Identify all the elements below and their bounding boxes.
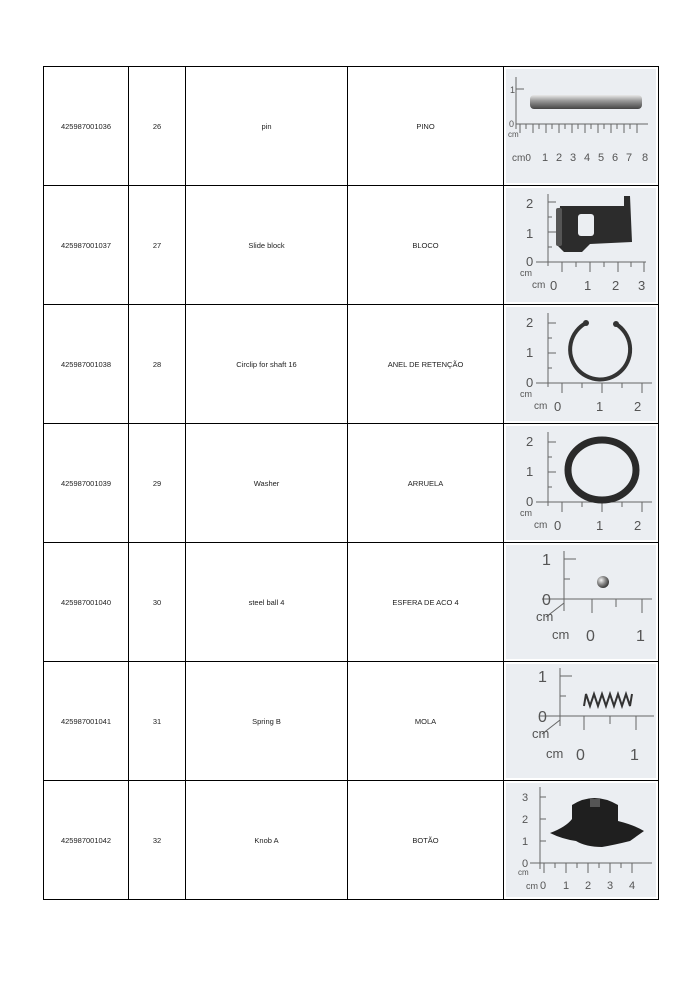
svg-text:cm: cm bbox=[508, 130, 519, 139]
svg-text:0: 0 bbox=[526, 375, 534, 390]
svg-text:1: 1 bbox=[526, 226, 534, 241]
svg-text:3: 3 bbox=[607, 880, 614, 892]
washer-photo-icon bbox=[506, 426, 656, 540]
part-number: 32 bbox=[129, 781, 186, 900]
svg-text:0: 0 bbox=[550, 278, 558, 293]
svg-text:cm: cm bbox=[534, 401, 548, 412]
svg-text:2: 2 bbox=[556, 152, 563, 164]
svg-text:0: 0 bbox=[554, 518, 562, 533]
circlip-photo-icon bbox=[506, 307, 656, 421]
svg-text:2: 2 bbox=[522, 814, 529, 826]
svg-text:cm: cm bbox=[546, 746, 564, 761]
part-code: 425987001036 bbox=[44, 67, 129, 186]
svg-text:1: 1 bbox=[542, 152, 549, 164]
table-row bbox=[44, 67, 659, 186]
parts-table bbox=[43, 66, 659, 900]
part-number: 29 bbox=[129, 424, 186, 543]
description-english: Slide block bbox=[186, 186, 348, 305]
svg-text:0: 0 bbox=[538, 709, 547, 726]
description-english: Washer bbox=[186, 424, 348, 543]
svg-text:6: 6 bbox=[612, 152, 619, 164]
svg-text:1: 1 bbox=[636, 628, 645, 645]
svg-text:cm: cm bbox=[534, 520, 548, 531]
svg-text:8: 8 bbox=[642, 152, 649, 164]
knob-photo-icon bbox=[506, 783, 656, 897]
table-row bbox=[44, 781, 659, 900]
description-english: steel ball 4 bbox=[186, 543, 348, 662]
svg-text:0: 0 bbox=[554, 399, 562, 414]
svg-text:2: 2 bbox=[526, 196, 534, 211]
part-number: 28 bbox=[129, 305, 186, 424]
svg-text:1: 1 bbox=[630, 747, 639, 764]
svg-text:0: 0 bbox=[540, 880, 547, 892]
svg-text:0: 0 bbox=[526, 494, 534, 509]
svg-text:0: 0 bbox=[526, 254, 534, 269]
description-english: Circlip for shaft 16 bbox=[186, 305, 348, 424]
svg-text:3: 3 bbox=[522, 792, 529, 804]
svg-text:cm: cm bbox=[520, 508, 532, 518]
table-row bbox=[44, 662, 659, 781]
svg-text:2: 2 bbox=[612, 278, 620, 293]
description-portuguese: ANEL DE RETENÇÃO bbox=[348, 305, 504, 424]
svg-text:cm: cm bbox=[520, 268, 532, 278]
svg-text:cm0: cm0 bbox=[512, 153, 531, 164]
svg-text:1: 1 bbox=[542, 552, 551, 569]
svg-text:cm: cm bbox=[518, 868, 529, 877]
svg-text:cm: cm bbox=[532, 726, 550, 741]
spring-photo-icon bbox=[506, 664, 656, 778]
description-portuguese: BLOCO bbox=[348, 186, 504, 305]
svg-text:1: 1 bbox=[584, 278, 592, 293]
part-code: 425987001038 bbox=[44, 305, 129, 424]
svg-text:1: 1 bbox=[538, 669, 547, 686]
svg-text:cm: cm bbox=[532, 280, 546, 291]
table-row bbox=[44, 543, 659, 662]
part-code: 425987001039 bbox=[44, 424, 129, 543]
svg-text:cm: cm bbox=[526, 881, 538, 891]
description-portuguese: ARRUELA bbox=[348, 424, 504, 543]
svg-text:0: 0 bbox=[509, 119, 515, 129]
svg-text:cm: cm bbox=[520, 389, 532, 399]
table-row bbox=[44, 305, 659, 424]
svg-text:1: 1 bbox=[596, 399, 604, 414]
part-code: 425987001041 bbox=[44, 662, 129, 781]
description-portuguese: PINO bbox=[348, 67, 504, 186]
svg-text:4: 4 bbox=[584, 152, 591, 164]
part-code: 425987001040 bbox=[44, 543, 129, 662]
svg-text:4: 4 bbox=[629, 880, 636, 892]
steel-ball-photo-icon bbox=[506, 545, 656, 659]
description-portuguese: ESFERA DE ACO 4 bbox=[348, 543, 504, 662]
table-row bbox=[44, 424, 659, 543]
svg-text:2: 2 bbox=[526, 315, 534, 330]
svg-text:1: 1 bbox=[563, 880, 570, 892]
slide-block-photo-icon bbox=[506, 188, 656, 302]
description-english: Spring B bbox=[186, 662, 348, 781]
description-english: pin bbox=[186, 67, 348, 186]
table-row bbox=[44, 186, 659, 305]
svg-text:1: 1 bbox=[522, 836, 529, 848]
description-portuguese: MOLA bbox=[348, 662, 504, 781]
svg-text:cm: cm bbox=[552, 627, 570, 642]
part-number: 30 bbox=[129, 543, 186, 662]
part-number: 27 bbox=[129, 186, 186, 305]
part-code: 425987001037 bbox=[44, 186, 129, 305]
pin-photo-icon bbox=[506, 69, 656, 183]
svg-text:2: 2 bbox=[634, 399, 642, 414]
svg-text:0: 0 bbox=[576, 747, 585, 764]
svg-text:3: 3 bbox=[638, 278, 646, 293]
svg-text:3: 3 bbox=[570, 152, 577, 164]
svg-text:0: 0 bbox=[542, 592, 551, 609]
svg-text:2: 2 bbox=[585, 880, 592, 892]
svg-text:1: 1 bbox=[596, 518, 604, 533]
svg-text:7: 7 bbox=[626, 152, 633, 164]
part-number: 31 bbox=[129, 662, 186, 781]
part-code: 425987001042 bbox=[44, 781, 129, 900]
description-english: Knob A bbox=[186, 781, 348, 900]
svg-text:1: 1 bbox=[510, 85, 516, 95]
svg-text:0: 0 bbox=[586, 628, 595, 645]
svg-text:2: 2 bbox=[526, 434, 534, 449]
part-number: 26 bbox=[129, 67, 186, 186]
svg-text:1: 1 bbox=[526, 464, 534, 479]
svg-text:1: 1 bbox=[526, 345, 534, 360]
svg-text:0: 0 bbox=[522, 858, 529, 870]
description-portuguese: BOTÃO bbox=[348, 781, 504, 900]
svg-text:5: 5 bbox=[598, 152, 605, 164]
svg-text:2: 2 bbox=[634, 518, 642, 533]
svg-text:cm: cm bbox=[536, 609, 554, 624]
